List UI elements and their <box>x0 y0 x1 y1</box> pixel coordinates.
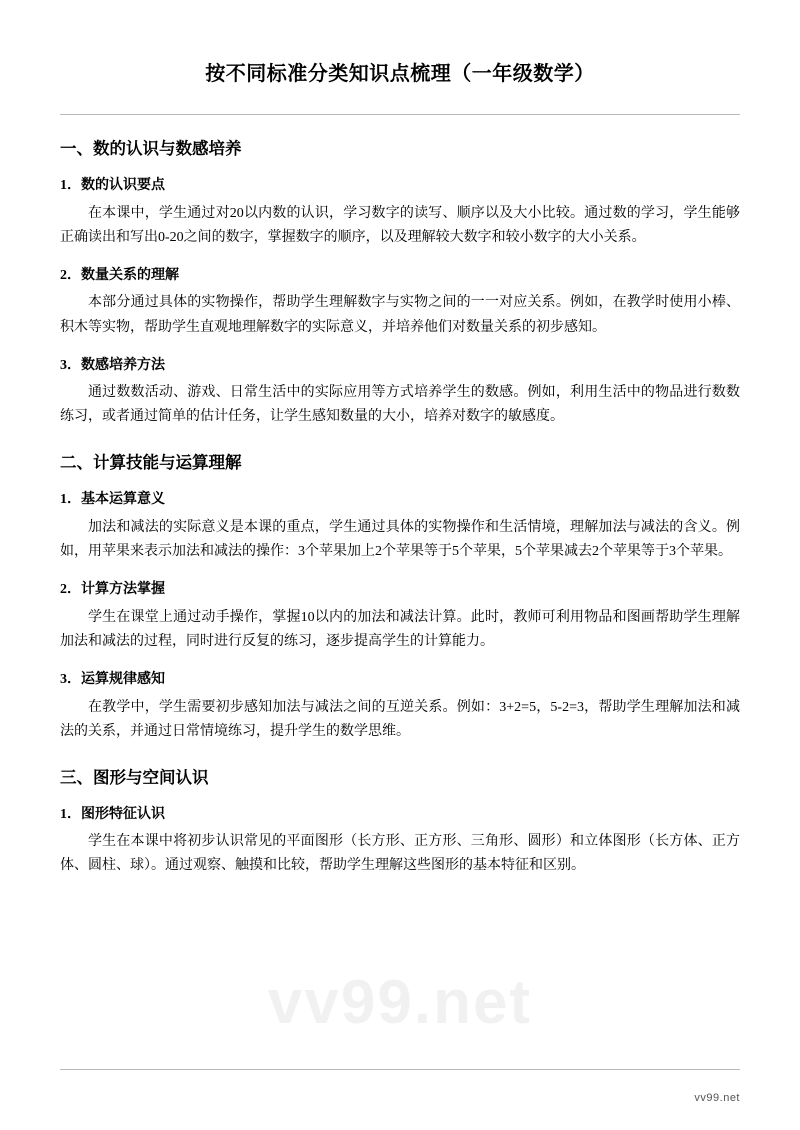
watermark: vv99.net <box>267 968 533 1037</box>
subsection-paragraph: 学生在本课中将初步认识常见的平面图形（长方形、正方形、三角形、圆形）和立体图形（长方体、正方体、圆柱、球）。通过观察、触摸和比较，帮助学生理解这些图形的基本特征和区别。 <box>60 834 740 874</box>
subsection-paragraph: 在教学中，学生需要初步感知加法与减法之间的互逆关系。例如：3+2=5，5-2=3，帮助学生理解加法和减法的关系，并通过日常情境练习，提升学生的数学思维。 <box>60 699 740 739</box>
section-heading: 一、数的认识与数感培养 <box>60 139 242 158</box>
subsection-paragraph: 在本课中，学生通过对20以内数的认识，学习数字的读写、顺序以及大小比较。通过数的学习，学生能够正确读出和写出0-20之间的数字，掌握数字的顺序，以及理解较大数字和较小数字的大小关系。 <box>60 205 740 245</box>
subsection-heading: 3．运算规律感知 <box>60 671 165 687</box>
subsection-heading: 2．数量关系的理解 <box>60 267 179 283</box>
subsection-paragraph: 学生在课堂上通过动手操作，掌握10以内的加法和减法计算。此时，教师可利用物品和图画帮助学生理解加法和减法的过程，同时进行反复的练习，逐步提高学生的计算能力。 <box>60 609 740 649</box>
footer-divider <box>60 1069 740 1070</box>
subsection-heading: 1．数的认识要点 <box>60 178 165 194</box>
subsection-heading: 1．图形特征认识 <box>60 806 165 822</box>
title-divider <box>60 114 740 115</box>
section-2 <box>60 451 740 743</box>
footer-text: vv99.net <box>694 1092 740 1104</box>
page-title: 按不同标准分类知识点梳理（一年级数学） <box>205 63 595 85</box>
section-heading: 三、图形与空间认识 <box>60 767 209 787</box>
section-1 <box>60 137 740 429</box>
subsection-paragraph: 加法和减法的实际意义是本课的重点，学生通过具体的实物操作和生活情境，理解加法与减法的含义。例如，用苹果来表示加法和减法的操作：3个苹果加上2个苹果等于5个苹果，5个苹果减去2个苹果等于3个苹果。 <box>60 520 740 560</box>
section-3 <box>60 766 740 879</box>
subsection-heading: 2．计算方法掌握 <box>60 582 165 598</box>
subsection-paragraph: 本部分通过具体的实物操作，帮助学生理解数字与实物之间的一一对应关系。例如，在教学时使用小棒、积木等实物，帮助学生直观地理解数字的实际意义，并培养他们对数量关系的初步感知。 <box>60 295 740 335</box>
section-heading: 二、计算技能与运算理解 <box>60 453 242 473</box>
subsection-heading: 1．基本运算意义 <box>60 492 165 508</box>
subsection-heading: 3．数感培养方法 <box>60 357 165 373</box>
subsection-paragraph: 通过数数活动、游戏、日常生活中的实际应用等方式培养学生的数感。例如，利用生活中的物品进行数数练习，或者通过简单的估计任务，让学生感知数量的大小，培养对数字的敏感度。 <box>60 385 740 425</box>
